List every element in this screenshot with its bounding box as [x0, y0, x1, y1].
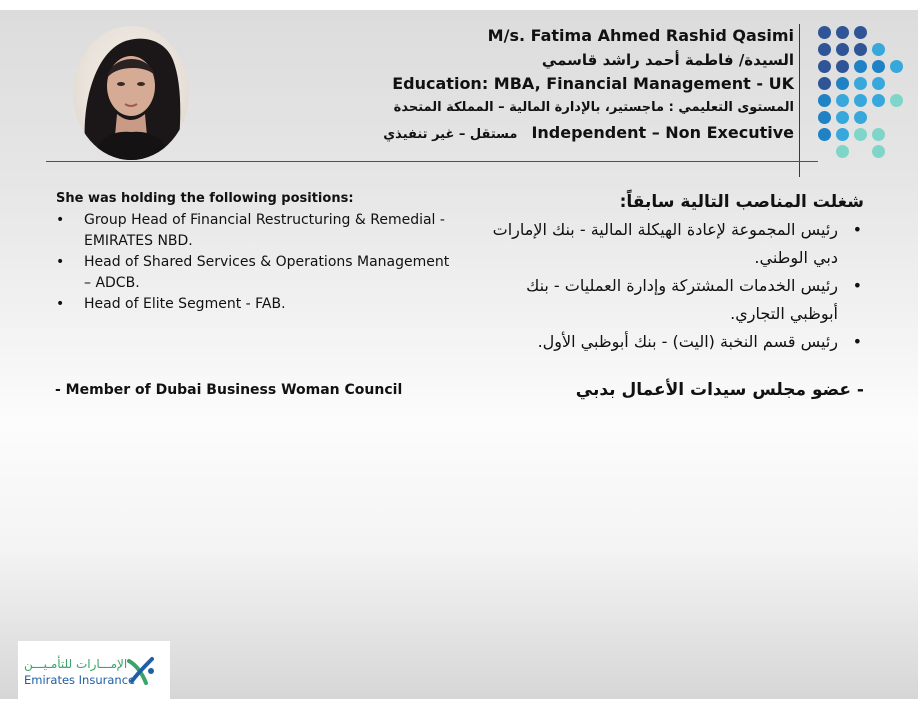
decor-dot: [854, 128, 867, 141]
member-name-en: M/s. Fatima Ahmed Rashid Qasimi: [487, 26, 794, 45]
bullet-icon: •: [852, 332, 862, 351]
decor-dot: [818, 94, 831, 107]
decor-dot: [872, 94, 885, 107]
logo-text-ar: الإمـــارات للتأمـيـــن: [24, 657, 128, 671]
slide: [0, 10, 918, 699]
decor-dot: [872, 60, 885, 73]
decor-dot: [854, 43, 867, 56]
decor-dot: [890, 94, 903, 107]
decor-dot: [818, 111, 831, 124]
list-item: • رئيس المجموعة لإعادة الهيكلة المالية - بنك الإمارات دبي الوطني.: [480, 216, 864, 272]
decor-dot: [836, 43, 849, 56]
list-item: • Head of Elite Segment - FAB.: [56, 294, 456, 315]
decor-dot: [854, 111, 867, 124]
decor-dot: [836, 60, 849, 73]
decor-dot: [818, 43, 831, 56]
emirates-insurance-logo: [18, 641, 170, 699]
logo-text-en: Emirates Insurance: [24, 673, 136, 687]
decor-dot: [872, 77, 885, 90]
list-item: • رئيس الخدمات المشتركة وإدارة العمليات - بنك أبوظبي التجاري.: [480, 272, 864, 328]
decor-dot: [854, 77, 867, 90]
decor-dot: [836, 77, 849, 90]
decor-dot: [872, 128, 885, 141]
positions-list-ar: [480, 216, 864, 356]
membership-ar: - عضو مجلس سيدات الأعمال بدبي: [575, 380, 864, 400]
decor-dot: [836, 128, 849, 141]
positions-heading-en: She was holding the following positions:: [56, 191, 354, 206]
decor-dot: [818, 26, 831, 39]
status-ar: مستقل – غير تنفيذي: [383, 127, 518, 142]
decor-dot: [836, 26, 849, 39]
decor-dot: [872, 43, 885, 56]
decorative-dot-grid: [814, 26, 914, 166]
list-item: • Group Head of Financial Restructuring & Remedial - EMIRATES NBD.: [56, 212, 445, 249]
decor-dot: [854, 94, 867, 107]
decor-dot: [818, 128, 831, 141]
status-en: Independent – Non Executive: [531, 123, 794, 142]
logo-mark-icon: [126, 655, 156, 685]
positions-list-en: [56, 210, 456, 315]
positions-heading-ar: شغلت المناصب التالية سابقاً:: [619, 192, 864, 212]
decor-dot: [836, 111, 849, 124]
header-info: [383, 24, 794, 148]
horizontal-divider: [46, 161, 818, 162]
positions-ar: [480, 188, 864, 356]
portrait-illustration: [73, 26, 189, 160]
decor-dot: [872, 145, 885, 158]
bullet-icon: •: [56, 212, 65, 228]
membership-en: - Member of Dubai Business Woman Council: [55, 382, 403, 398]
decor-dot: [854, 60, 867, 73]
vertical-divider: [799, 24, 800, 177]
decor-dot: [836, 94, 849, 107]
bullet-icon: •: [56, 296, 65, 312]
member-name-ar: السيدة/ فاطمة أحمد راشد قاسمي: [541, 51, 794, 69]
decor-dot: [818, 60, 831, 73]
bullet-icon: •: [852, 220, 862, 239]
education-en: Education: MBA, Financial Management - UK: [392, 74, 794, 93]
positions-en: [56, 188, 456, 315]
list-item: • رئيس قسم النخبة (اليت) - بنك أبوظبي الأول.: [480, 328, 864, 356]
profile-photo: [73, 26, 189, 160]
bullet-icon: •: [56, 254, 65, 270]
decor-dot: [854, 26, 867, 39]
education-ar: المستوى التعليمي : ماجستير، بالإدارة المالية – المملكة المتحدة: [393, 100, 794, 115]
decor-dot: [836, 145, 849, 158]
decor-dot: [818, 77, 831, 90]
bullet-icon: •: [852, 276, 862, 295]
status-line: [383, 120, 794, 148]
decor-dot: [890, 60, 903, 73]
list-item: • Head of Shared Services & Operations Management – ADCB.: [56, 254, 450, 291]
